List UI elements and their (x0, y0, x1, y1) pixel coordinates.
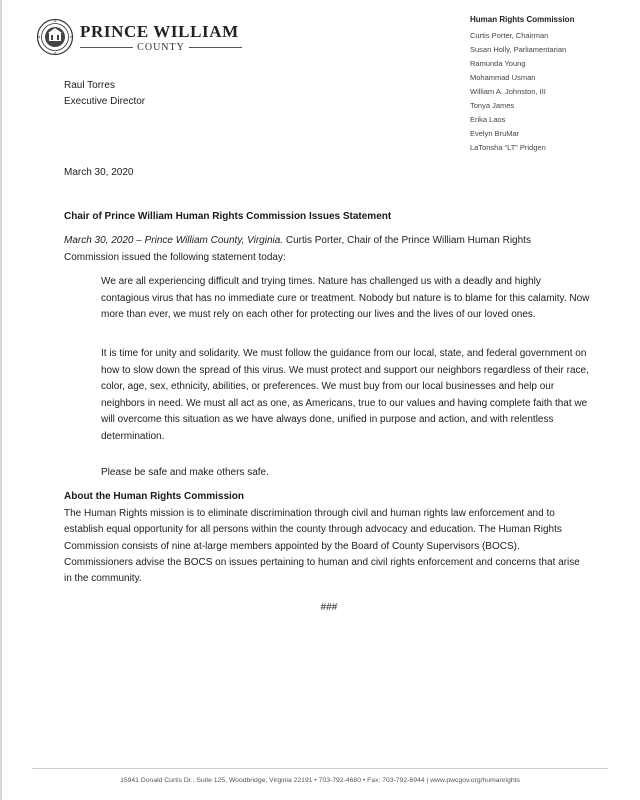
end-mark (0, 602, 640, 613)
commission-title: Human Rights Commission (470, 15, 575, 24)
statement-paragraph: We are all experiencing difficult and trying times. Nature has challenged us with a deadly and highly contagious virus that has no immediate cure or treatment. Nobody but nature is to blame for this calamity. Now more than ever, we must rely on each other for protecting our lives and the lives of our loved ones. (101, 276, 590, 320)
about-paragraph: The Human Rights mission is to eliminate discrimination through civil and human rights law enforcement and to establish equal opportunity for all persons within the county through advocacy and education. The Human Rights Commission consists of nine at-large members appointed by the Board of County Supervisors (BOCS). Commissioners advise the BOCS on issues pertaining to human and civil rights enforcement and concerns that arise in the community. (64, 508, 580, 585)
page-edge (0, 0, 2, 800)
footer-contact: 15941 Donald Curtis Dr., Suite 125, Woodbridge, Virginia 22191 • 703-792-4680 • Fax: 703-792-6944 | www.pwcgov.org/humanrights (120, 777, 520, 784)
dateline: March 30, 2020 – Prince William County, Virginia. (64, 235, 284, 246)
member-name: Curtis Porter, Chairman (470, 31, 549, 40)
member-name: Susan Holly, Parliamentarian (470, 45, 567, 54)
county-logo (36, 18, 239, 62)
footer-divider (32, 768, 608, 769)
statement-paragraph: Please be safe and make others safe. (101, 467, 269, 478)
logo-sub-text: COUNTY (137, 42, 185, 53)
member-name: Ramunda Young (470, 59, 526, 68)
recipient-block (64, 78, 145, 110)
intro-paragraph (64, 233, 584, 266)
county-seal-icon (36, 18, 74, 56)
statement-headline: Chair of Prince William Human Rights Commission Issues Statement (64, 211, 392, 222)
intro-text: Curtis Porter, Chair of the Prince William Human Rights Commission issued the following statement today: (64, 235, 531, 263)
member-name: LaTonsha “LT” Pridgen (470, 143, 546, 152)
letter-date: March 30, 2020 (64, 167, 134, 178)
logo-rule-right (189, 47, 242, 48)
member-name: Mohammad Usman (470, 73, 536, 82)
logo-name: PRINCE WILLIAM (80, 22, 239, 41)
about-heading: About the Human Rights Commission (64, 491, 244, 502)
member-name: Evelyn BruMar (470, 129, 520, 138)
member-name: Erika Laos (470, 115, 506, 124)
statement-paragraph: It is time for unity and solidarity. We must follow the guidance from our local, state, and federal government on how to slow down the spread of this virus. We must protect and support our neighbors regardless of their race, color, age, sex, ethnicity, abilities, or preferences. We must buy from our local businesses and help our neighbors in need. We must all act as one, as Americans, true to our values and having complete faith that we will overcome this situation as we have always done, unified in purpose and action, and with relentless determination. (101, 348, 589, 442)
recipient-name: Raul Torres (64, 80, 115, 91)
member-name: William A. Johnston, III (470, 87, 546, 96)
recipient-title: Executive Director (64, 96, 146, 107)
logo-rule-left (80, 47, 133, 48)
member-name: Tonya James (470, 101, 515, 110)
commission-member-list (470, 15, 635, 155)
end-mark-text: ### (320, 602, 338, 613)
logo-subtitle (80, 42, 242, 53)
